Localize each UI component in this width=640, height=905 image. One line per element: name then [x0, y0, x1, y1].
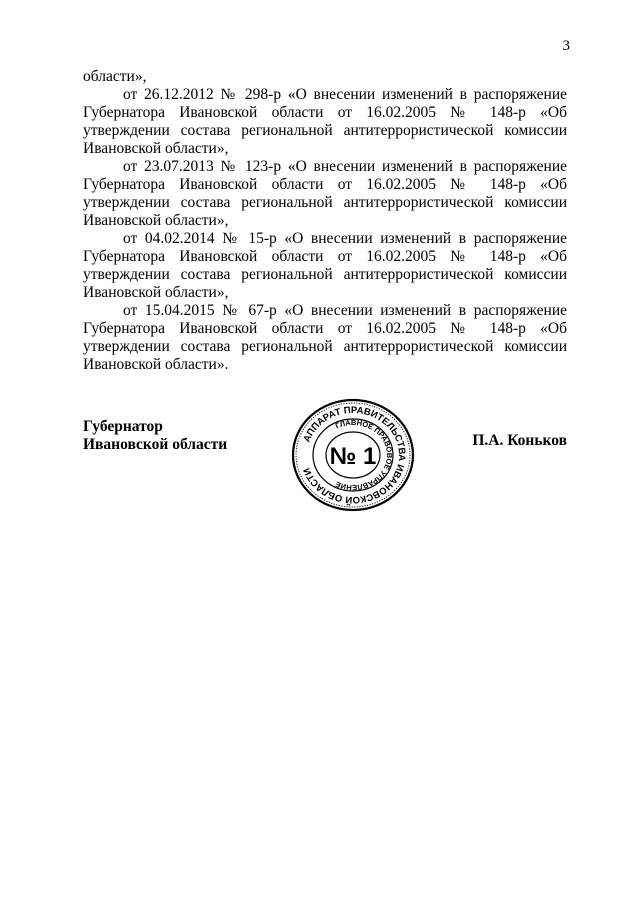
signatory-title-line2: Ивановской области	[83, 436, 228, 453]
seal-number: № 1	[329, 443, 377, 470]
seal-outer-text: АППАРАТ ПРАВИТЕЛЬСТВА ИВАНОВСКОЙ ОБЛАСТИ	[301, 404, 408, 506]
paragraph-item: от 15.04.2015 № 67-р «О внесении изменений в распоряжение Губернатора Ивановской области от 16.02.2005 № 148-р «Об утверждении состава региональной антитеррористической комиссии Ивановской области».	[83, 302, 567, 373]
signatory-title	[83, 418, 227, 454]
official-seal	[291, 398, 415, 512]
signatory-name: П.А. Коньков	[472, 432, 567, 449]
page-number: 3	[562, 38, 570, 54]
signatory-title-line1: Губернатор	[83, 418, 163, 435]
document-body	[83, 68, 567, 374]
paragraph-item: от 04.02.2014 № 15-р «О внесении изменений в распоряжение Губернатора Ивановской области от 16.02.2005 № 148-р «Об утверждении состава региональной антитеррористической комиссии Ивановской области»,	[83, 230, 567, 301]
seal-inner-text: ГЛАВНОЕ ПРАВОВОЕ УПРАВЛЕНИЕ	[333, 417, 395, 493]
paragraph-continuation: области»,	[83, 68, 147, 85]
paragraph-item: от 26.12.2012 № 298-р «О внесении изменений в распоряжение Губернатора Ивановской области от 16.02.2005 № 148-р «Об утверждении состава региональной антитеррористической комиссии Ивановской области»,	[83, 86, 567, 157]
paragraph-item: от 23.07.2013 № 123-р «О внесении изменений в распоряжение Губернатора Ивановской области от 16.02.2005 № 148-р «Об утверждении состава региональной антитеррористической комиссии Ивановской области»,	[83, 158, 567, 229]
